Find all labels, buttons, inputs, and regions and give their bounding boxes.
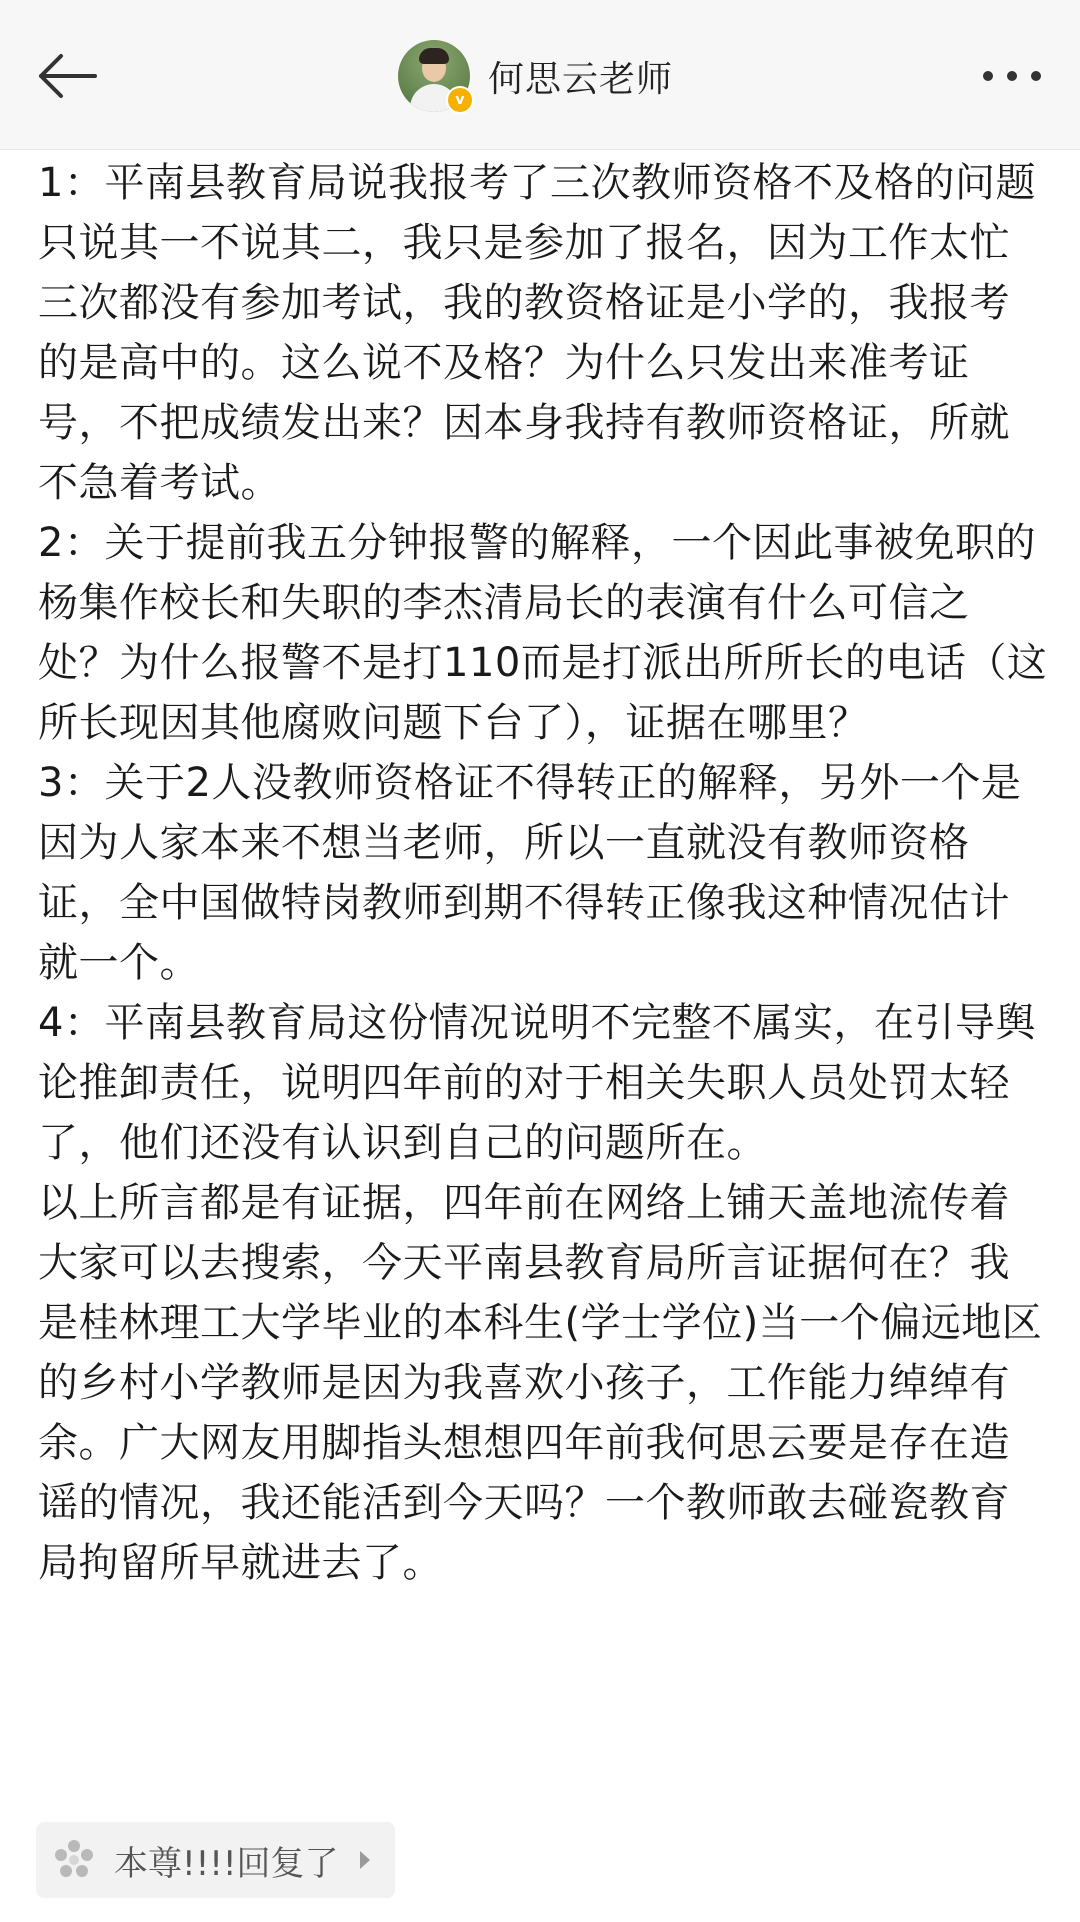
top-nav-bar xyxy=(0,0,1080,150)
profile-title[interactable] xyxy=(398,38,673,114)
post-paragraph-2: 2：关于提前我五分钟报警的解释，一个因此事被免职的杨集作校长和失职的李杰清局长的表演有什么可信之处？为什么报警不是打110而是打派出所所长的电话（这所长现因其他腐败问题下台了），证据在哪里？ xyxy=(38,520,1048,746)
post-paragraph-4: 4：平南县教育局这份情况说明不完整不属实，在引导舆论推卸责任，说明四年前的对于相关失职人员处罚太轻了，他们还没有认识到自己的问题所在。 xyxy=(38,1000,1036,1166)
more-dots-icon xyxy=(981,69,1043,83)
page-title: 何思云老师 xyxy=(488,58,674,100)
back-button[interactable] xyxy=(22,36,112,116)
reply-label: 本尊!!!!回复了 xyxy=(114,1843,339,1884)
author-replied-link[interactable] xyxy=(36,1822,395,1898)
post-paragraph-1: 1：平南县教育局说我报考了三次教师资格不及格的问题只说其一不说其二，我只是参加了报名，因为工作太忙三次都没有参加考试，我的教资格证是小学的，我报考的是高中的。这么说不及格？为什么只发出来准考证号，不把成绩发出来？因本身我持有教师资格证，所就不急着考试。 xyxy=(38,160,1036,506)
more-button[interactable] xyxy=(972,44,1052,108)
back-arrow-icon xyxy=(35,52,99,100)
post-paragraph-5: 以上所言都是有证据，四年前在网络上铺天盖地流传着大家可以去搜索，今天平南县教育局所言证据何在？我是桂林理工大学毕业的本科生(学士学位)当一个偏远地区的乡村小学教师是因为我喜欢小孩子，工作能力绰绰有余。广大网友用脚指头想想四年前我何思云要是存在造谣的情况，我还能活到今天吗？一个教师敢去碰瓷教育局拘留所早就进去了。 xyxy=(38,1180,1043,1586)
post-body xyxy=(38,150,1048,1593)
avatar[interactable] xyxy=(398,40,470,112)
verified-badge-icon: v xyxy=(446,86,474,114)
flower-icon xyxy=(52,1838,96,1882)
chevron-right-icon xyxy=(357,1848,373,1872)
post-paragraph-3: 3：关于2人没教师资格证不得转正的解释，另外一个是因为人家本来不想当老师，所以一直就没有教师资格证，全中国做特岗教师到期不得转正像我这种情况估计就一个。 xyxy=(38,760,1022,986)
